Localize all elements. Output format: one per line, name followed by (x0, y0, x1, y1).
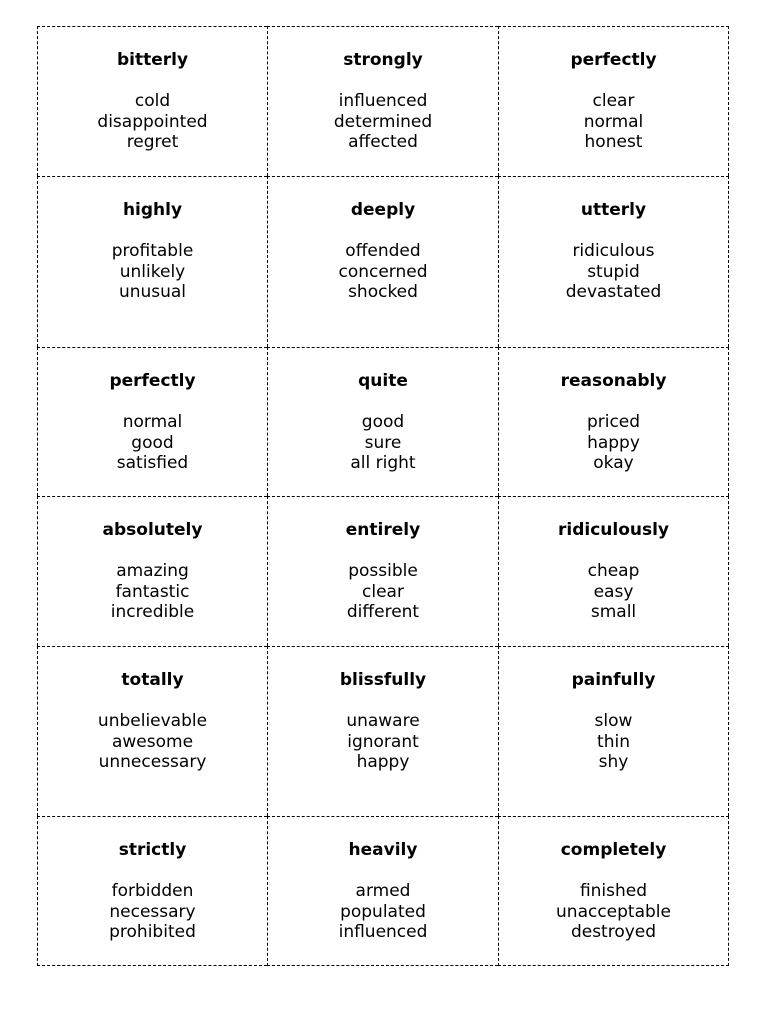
collocate-word: ridiculous (572, 241, 655, 261)
collocate-word: awesome (111, 731, 194, 752)
card-collocate-list (38, 91, 267, 153)
collocate-word: easy (593, 581, 634, 602)
collocate-word: okay (593, 453, 634, 473)
card-adverb: highly (122, 200, 183, 220)
collocate-word: clear (592, 91, 635, 111)
card-adverb: perfectly (570, 50, 657, 70)
collocation-card (37, 26, 267, 176)
collocate-word: cold (134, 91, 171, 111)
card-adverb: ridiculously (557, 520, 670, 540)
card-collocate-list (38, 881, 267, 943)
collocation-card (498, 646, 729, 816)
collocate-word: influenced (338, 922, 428, 942)
card-adverb: strongly (343, 50, 423, 70)
collocate-word: unusual (118, 282, 187, 302)
card-adverb: bitterly (116, 50, 189, 70)
collocation-card (498, 347, 729, 496)
collocation-card (498, 496, 729, 646)
collocate-word: amazing (116, 561, 189, 581)
card-adverb: deeply (350, 200, 416, 220)
card-adverb: absolutely (102, 520, 203, 540)
collocate-word: fantastic (115, 581, 190, 602)
card-collocate-list (499, 91, 728, 153)
collocate-word: unlikely (119, 261, 186, 282)
collocate-word: incredible (110, 602, 195, 622)
card-collocate-list (268, 91, 498, 153)
collocate-word: affected (348, 132, 418, 152)
collocate-word: good (131, 432, 174, 453)
card-collocate-list (268, 881, 498, 943)
collocate-word: all right (350, 453, 416, 473)
collocate-word: ignorant (347, 731, 419, 752)
collocate-word: offended (345, 241, 421, 261)
collocation-card (37, 816, 267, 966)
collocate-word: devastated (565, 282, 662, 302)
collocate-word: slow (594, 711, 633, 731)
collocate-word: unaware (346, 711, 420, 731)
collocate-word: happy (356, 752, 410, 772)
card-collocate-list (499, 412, 728, 474)
collocate-word: small (590, 602, 637, 622)
collocate-word: populated (340, 901, 426, 922)
collocate-word: armed (355, 881, 411, 901)
collocate-word: influenced (338, 91, 428, 111)
collocate-word: regret (126, 132, 179, 152)
collocate-word: different (346, 602, 420, 622)
collocation-card (267, 26, 498, 176)
card-adverb: entirely (345, 520, 421, 540)
card-collocate-list (38, 241, 267, 303)
collocate-word: normal (122, 412, 183, 432)
card-adverb: heavily (348, 840, 418, 860)
card-adverb: strictly (118, 840, 187, 860)
collocate-word: prohibited (109, 922, 196, 942)
collocate-word: concerned (338, 261, 428, 282)
card-adverb: perfectly (109, 371, 196, 391)
card-adverb: quite (358, 371, 408, 391)
collocation-card-sheet (37, 26, 728, 965)
card-adverb: completely (560, 840, 667, 860)
collocate-word: determined (333, 111, 433, 132)
collocation-card (37, 646, 267, 816)
card-collocate-list (268, 241, 498, 303)
card-collocate-list (268, 711, 498, 773)
collocation-card (267, 816, 498, 966)
collocate-word: normal (583, 111, 644, 132)
collocation-card (37, 347, 267, 496)
card-collocate-list (499, 561, 728, 623)
collocate-word: shocked (348, 282, 418, 302)
collocation-card (37, 176, 267, 347)
collocate-word: satisfied (116, 453, 189, 473)
collocate-word: sure (364, 432, 402, 453)
card-collocate-list (268, 561, 498, 623)
card-collocate-list (268, 412, 498, 474)
collocate-word: necessary (109, 901, 196, 922)
collocation-card (37, 496, 267, 646)
collocate-word: clear (362, 581, 404, 602)
card-collocate-list (38, 412, 267, 474)
collocate-word: good (361, 412, 405, 432)
card-adverb: reasonably (560, 371, 667, 391)
card-adverb: utterly (580, 200, 647, 220)
collocate-word: priced (586, 412, 641, 432)
collocation-card (267, 176, 498, 347)
card-adverb: totally (121, 670, 184, 690)
collocate-word: unacceptable (556, 901, 671, 922)
collocate-word: destroyed (570, 922, 657, 942)
collocate-word: forbidden (111, 881, 194, 901)
card-adverb: blissfully (339, 670, 427, 690)
collocate-word: cheap (587, 561, 640, 581)
collocate-word: possible (348, 561, 418, 581)
collocate-word: profitable (111, 241, 194, 261)
collocate-word: finished (579, 881, 648, 901)
collocate-word: thin (597, 731, 630, 752)
card-collocate-list (499, 881, 728, 943)
collocate-word: stupid (587, 261, 640, 282)
collocate-word: honest (584, 132, 643, 152)
collocate-word: shy (598, 752, 629, 772)
collocation-card (498, 816, 729, 966)
collocate-word: unbelievable (97, 711, 208, 731)
collocate-word: disappointed (97, 111, 208, 132)
card-collocate-list (499, 711, 728, 773)
collocation-card (498, 176, 729, 347)
collocation-card (267, 496, 498, 646)
collocate-word: unnecessary (98, 752, 207, 772)
card-collocate-list (38, 711, 267, 773)
card-adverb: painfully (571, 670, 656, 690)
collocation-card (498, 26, 729, 176)
card-collocate-list (38, 561, 267, 623)
collocate-word: happy (587, 432, 640, 453)
collocation-card (267, 347, 498, 496)
card-collocate-list (499, 241, 728, 303)
collocation-card (267, 646, 498, 816)
